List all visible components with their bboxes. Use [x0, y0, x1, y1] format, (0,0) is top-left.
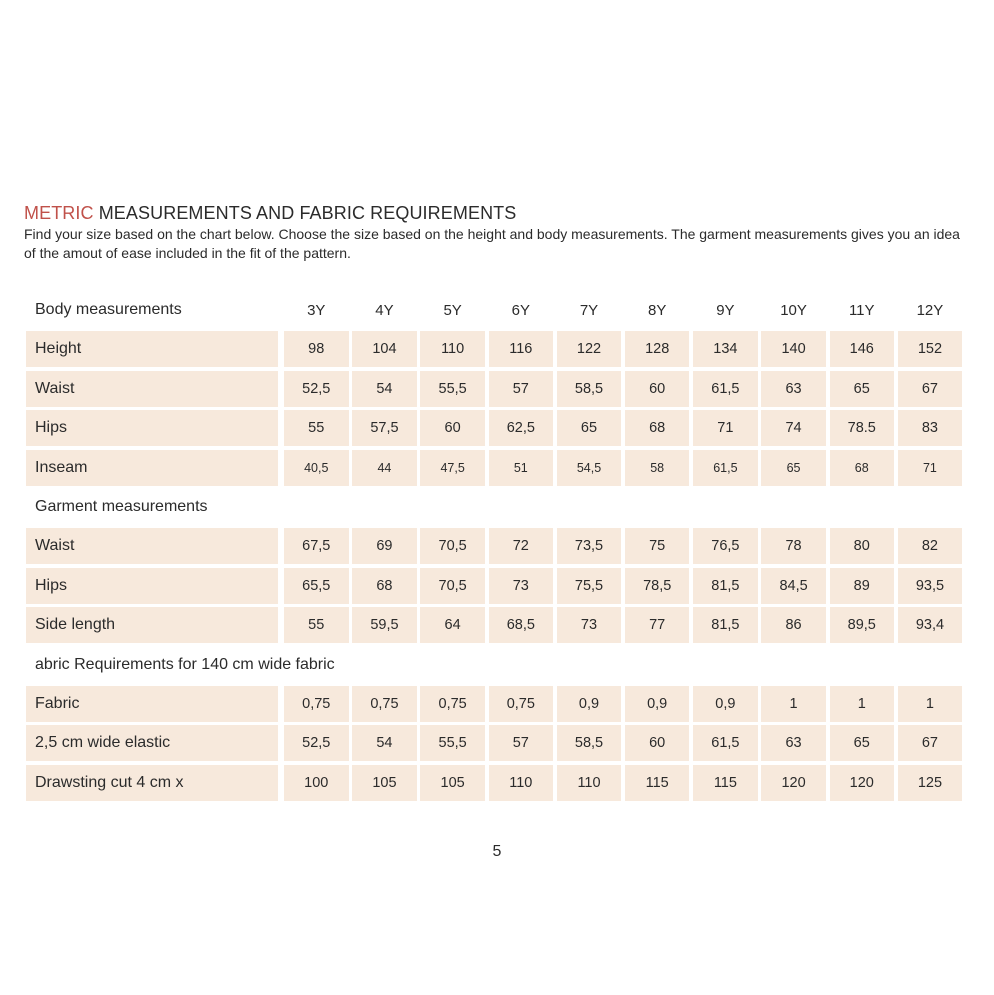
- table-cell: 73: [489, 568, 554, 604]
- heading-accent: METRIC: [24, 203, 94, 223]
- table-cell: 61,5: [693, 371, 758, 407]
- table-row: [26, 528, 966, 564]
- size-header: 5Y: [443, 301, 462, 319]
- table-cell: 125: [898, 765, 963, 801]
- table-cell: 105: [352, 765, 417, 801]
- row-label: Fabric: [26, 686, 278, 722]
- table-cell: 104: [352, 331, 417, 367]
- table-cell: 63: [761, 725, 826, 761]
- size-header: [420, 489, 485, 525]
- table-cell: 110: [420, 331, 485, 367]
- table-cell: 65,5: [284, 568, 349, 604]
- table-cell: 54: [352, 725, 417, 761]
- size-header: [489, 489, 554, 525]
- table-cell: 60: [625, 725, 690, 761]
- table-row: [26, 410, 966, 446]
- table-cell: 93,4: [898, 607, 963, 643]
- table-cell: 98: [284, 331, 349, 367]
- page-heading: [24, 203, 516, 224]
- table-cell: 65: [761, 450, 826, 486]
- section-header-row: [26, 647, 966, 683]
- table-cell: 78.5: [830, 410, 895, 446]
- size-header: [830, 489, 895, 525]
- size-header: 6Y: [511, 301, 530, 319]
- table-row: [26, 568, 966, 604]
- table-cell: 65: [830, 371, 895, 407]
- size-header: [625, 647, 690, 683]
- table-cell: 55: [284, 607, 349, 643]
- row-label: 2,5 cm wide elastic: [26, 725, 278, 761]
- table-cell: 81,5: [693, 568, 758, 604]
- table-cell: 89: [830, 568, 895, 604]
- table-cell: 115: [625, 765, 690, 801]
- table-cell: 116: [489, 331, 554, 367]
- row-label: Inseam: [26, 450, 278, 486]
- size-header: [693, 489, 758, 525]
- table-cell: 51: [489, 450, 554, 486]
- size-header: [352, 647, 417, 683]
- table-cell: 140: [761, 331, 826, 367]
- table-cell: 93,5: [898, 568, 963, 604]
- heading-title: MEASUREMENTS AND FABRIC REQUIREMENTS: [93, 203, 517, 223]
- table-cell: 60: [625, 371, 690, 407]
- table-cell: 63: [761, 371, 826, 407]
- table-cell: 76,5: [693, 528, 758, 564]
- row-label: Height: [26, 331, 278, 367]
- table-cell: 69: [352, 528, 417, 564]
- table-cell: 84,5: [761, 568, 826, 604]
- table-cell: 86: [761, 607, 826, 643]
- row-label: Hips: [26, 410, 278, 446]
- table-row: [26, 331, 966, 367]
- table-row: [26, 607, 966, 643]
- table-cell: 61,5: [693, 450, 758, 486]
- table-cell: 78: [761, 528, 826, 564]
- intro-text: Find your size based on the chart below. Choose the size based on the height and body measurements. The garment measurements gives you an idea of the amout of ease included in the fit of the pattern.: [24, 226, 960, 261]
- table-row: [26, 725, 966, 761]
- size-header: 10Y: [780, 301, 807, 319]
- size-header: [557, 489, 622, 525]
- table-cell: 73,5: [557, 528, 622, 564]
- table-cell: 70,5: [420, 568, 485, 604]
- table-cell: 105: [420, 765, 485, 801]
- section-title: Body measurements: [35, 301, 182, 318]
- table-cell: 0,9: [693, 686, 758, 722]
- table-cell: 122: [557, 331, 622, 367]
- table-cell: 60: [420, 410, 485, 446]
- section-title: abric Requirements for 140 cm wide fabric: [35, 655, 335, 673]
- table-row: [26, 686, 966, 722]
- size-header: 7Y: [579, 301, 599, 319]
- table-cell: 47,5: [420, 450, 485, 486]
- size-header: [284, 489, 349, 525]
- size-header: [284, 647, 349, 683]
- table-cell: 58: [625, 450, 690, 486]
- table-cell: 77: [625, 607, 690, 643]
- table-cell: 115: [693, 765, 758, 801]
- table-cell: 68: [625, 410, 690, 446]
- table-cell: 71: [693, 410, 758, 446]
- section-title: Garment measurements: [35, 497, 208, 515]
- table-cell: 74: [761, 410, 826, 446]
- table-row: [26, 371, 966, 407]
- table-cell: 78,5: [625, 568, 690, 604]
- row-label: Hips: [26, 568, 278, 604]
- size-header: 8Y: [648, 301, 667, 319]
- table-cell: 40,5: [284, 450, 349, 486]
- table-cell: 1: [761, 686, 826, 722]
- table-cell: 61,5: [693, 725, 758, 761]
- size-header: [420, 647, 485, 683]
- table-cell: 80: [830, 528, 895, 564]
- table-cell: 83: [898, 410, 963, 446]
- size-header: 12Y: [916, 301, 944, 319]
- table-cell: 81,5: [693, 607, 758, 643]
- size-header: [761, 489, 826, 525]
- table-cell: 146: [830, 331, 895, 367]
- table-cell: 82: [898, 528, 963, 564]
- table-cell: 52,5: [284, 371, 349, 407]
- table-cell: 71: [898, 450, 963, 486]
- table-cell: 67: [898, 725, 963, 761]
- table-cell: 1: [830, 686, 895, 722]
- table-cell: 0,75: [284, 686, 349, 722]
- table-cell: 57: [489, 725, 554, 761]
- table-cell: 134: [693, 331, 758, 367]
- size-header: [761, 647, 826, 683]
- table-cell: 120: [761, 765, 826, 801]
- size-header: 11Y: [848, 301, 875, 319]
- table-cell: 62,5: [489, 410, 554, 446]
- size-header: 9Y: [716, 301, 735, 319]
- table-cell: 54,5: [557, 450, 622, 486]
- page-number: 5: [492, 843, 502, 860]
- table-cell: 70,5: [420, 528, 485, 564]
- table-cell: 55,5: [420, 725, 485, 761]
- table-cell: 75: [625, 528, 690, 564]
- table-cell: 110: [557, 765, 622, 801]
- table-cell: 55,5: [420, 371, 485, 407]
- size-header: [830, 647, 895, 683]
- row-label: Waist: [26, 371, 278, 407]
- table-cell: 55: [284, 410, 349, 446]
- table-cell: 59,5: [352, 607, 417, 643]
- table-cell: 152: [898, 331, 963, 367]
- table-cell: 0,9: [557, 686, 622, 722]
- section-header-row: [26, 292, 966, 328]
- row-label: Drawsting cut 4 cm x: [26, 765, 278, 801]
- table-cell: 1: [898, 686, 963, 722]
- size-header: [557, 647, 622, 683]
- table-cell: 68: [830, 450, 895, 486]
- table-cell: 75,5: [557, 568, 622, 604]
- table-cell: 89,5: [830, 607, 895, 643]
- table-row: [26, 765, 966, 801]
- size-chart-table: [26, 292, 966, 804]
- table-cell: 67: [898, 371, 963, 407]
- size-header: [898, 489, 963, 525]
- table-cell: 0,75: [489, 686, 554, 722]
- table-cell: 57: [489, 371, 554, 407]
- size-header: 3Y: [307, 301, 326, 319]
- size-header: [352, 489, 417, 525]
- table-cell: 0,75: [352, 686, 417, 722]
- size-header: [898, 647, 963, 683]
- table-cell: 67,5: [284, 528, 349, 564]
- size-header: 4Y: [375, 301, 394, 319]
- table-cell: 100: [284, 765, 349, 801]
- table-row: [26, 450, 966, 486]
- table-cell: 73: [557, 607, 622, 643]
- size-header: [693, 647, 758, 683]
- table-cell: 58,5: [557, 725, 622, 761]
- table-cell: 64: [420, 607, 485, 643]
- table-cell: 58,5: [557, 371, 622, 407]
- table-cell: 128: [625, 331, 690, 367]
- table-cell: 52,5: [284, 725, 349, 761]
- table-cell: 65: [557, 410, 622, 446]
- table-cell: 65: [830, 725, 895, 761]
- table-cell: 0,75: [420, 686, 485, 722]
- table-cell: 68: [352, 568, 417, 604]
- row-label: Side length: [26, 607, 278, 643]
- size-header: [489, 647, 554, 683]
- table-cell: 68,5: [489, 607, 554, 643]
- table-cell: 0,9: [625, 686, 690, 722]
- row-label: Waist: [26, 528, 278, 564]
- table-cell: 54: [352, 371, 417, 407]
- size-header: [625, 489, 690, 525]
- table-cell: 110: [489, 765, 554, 801]
- table-cell: 44: [352, 450, 417, 486]
- section-header-row: [26, 489, 966, 525]
- table-cell: 72: [489, 528, 554, 564]
- table-cell: 57,5: [352, 410, 417, 446]
- table-cell: 120: [830, 765, 895, 801]
